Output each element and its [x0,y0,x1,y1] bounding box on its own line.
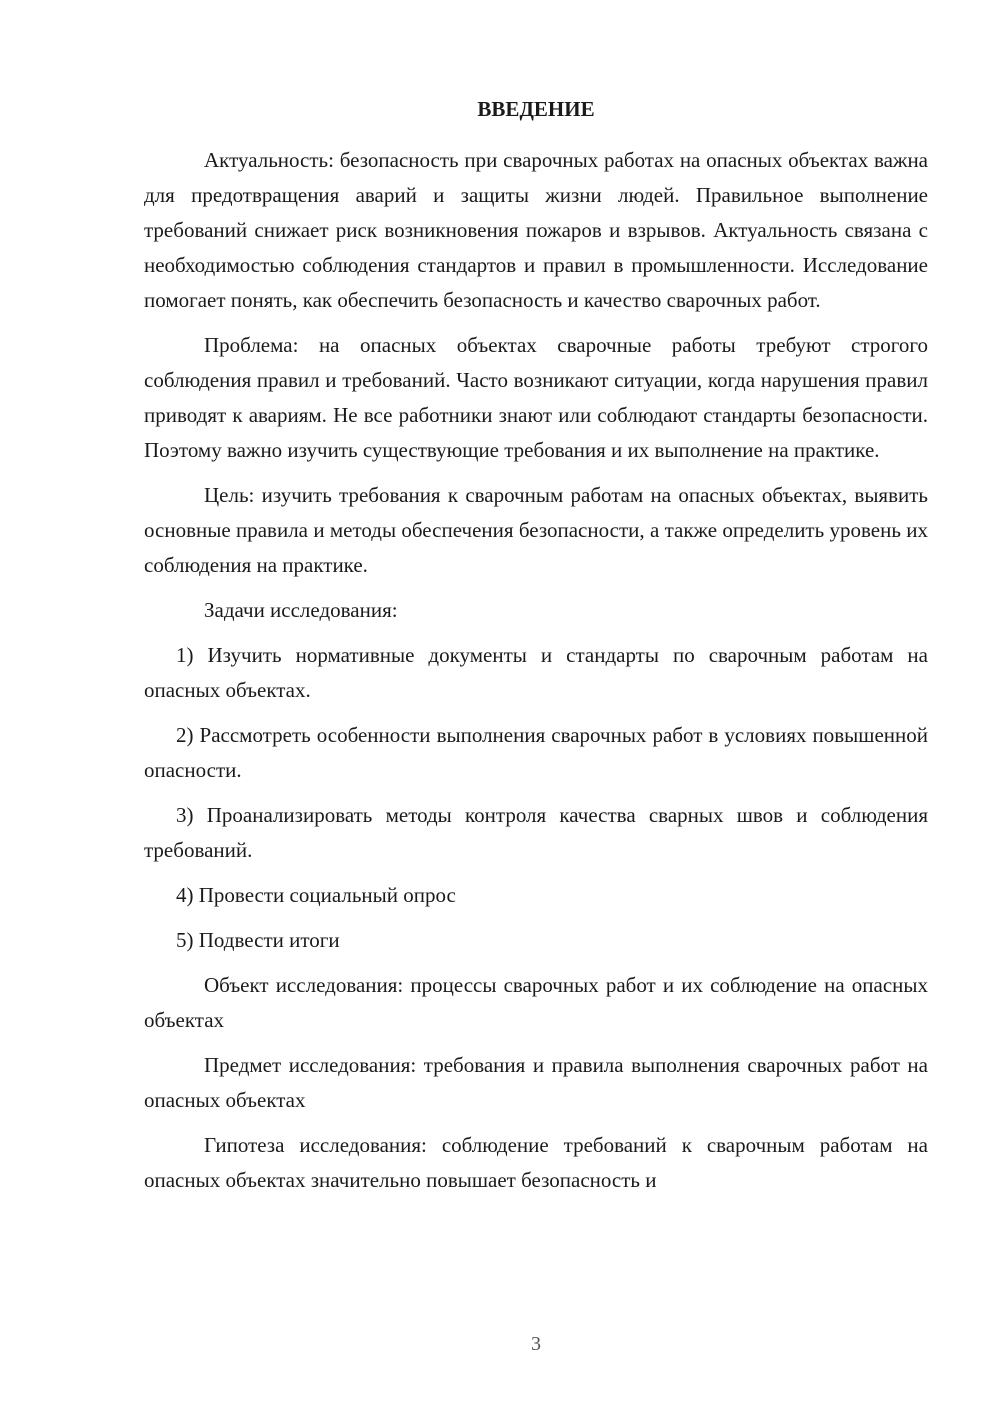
task-item-2: 2) Рассмотреть особенности выполнения сварочных работ в условиях повышенной опасности. [144,723,928,782]
task-item-5: 5) Подвести итоги [176,928,340,952]
problem-paragraph: Проблема: на опасных объектах сварочные работы требуют строгого соблюдения правил и требований. Часто возникают ситуации, когда нарушения правил приводят к авариям. Не все работники знают или соблюдают стандарты безопасности. Поэтому важно изучить существующие требования и их выполнение на практике. [144,333,928,462]
section-heading: ВВЕДЕНИЕ [477,97,595,121]
object-paragraph: Объект исследования: процессы сварочных работ и их соблюдение на опасных объектах [144,973,928,1032]
tasks-title: Задачи исследования: [204,598,398,622]
subject-paragraph: Предмет исследования: требования и правила выполнения сварочных работ на опасных объектах [144,1053,928,1112]
relevance-paragraph: Актуальность: безопасность при сварочных работах на опасных объектах важна для предотвращения аварий и защиты жизни людей. Правильное выполнение требований снижает риск возникновения пожаров и взрывов. Актуальность связана с необходимостью соблюдения стандартов и правил в промышленности. Исследование помогает понять, как обеспечить безопасность и качество сварочных работ. [144,148,928,312]
goal-paragraph: Цель: изучить требования к сварочным работам на опасных объектах, выявить основные правила и методы обеспечения безопасности, а также определить уровень их соблюдения на практике. [144,483,928,577]
page-number: 3 [531,1333,541,1355]
task-item-1: 1) Изучить нормативные документы и стандарты по сварочным работам на опасных объектах. [144,643,928,702]
document-page [144,92,928,1208]
task-item-3: 3) Проанализировать методы контроля качества сварных швов и соблюдения требований. [144,803,928,862]
task-item-4: 4) Провести социальный опрос [176,883,456,907]
hypothesis-paragraph: Гипотеза исследования: соблюдение требований к сварочным работам на опасных объектах значительно повышает безопасность и [144,1133,928,1192]
